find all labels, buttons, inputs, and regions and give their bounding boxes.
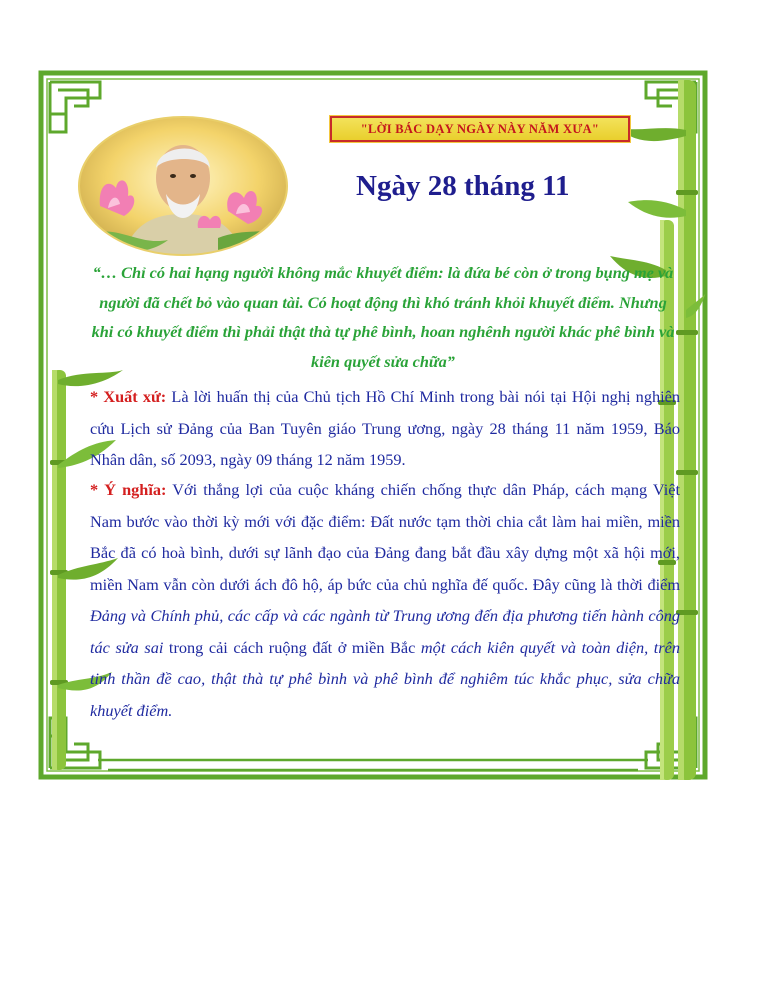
meaning-label: * Ý nghĩa:	[90, 480, 167, 499]
portrait-image	[78, 116, 288, 256]
meaning-text-1: Với thắng lợi của cuộc kháng chiến chống thực dân Pháp, cách mạng Việt Nam bước vào thời kỳ mới với đặc điểm: Đất nước tạm thời chia cắt làm hai miền, miền Bắc đã có hoà bình, dưới sự lãnh đạo của Đảng đang bắt đầu xây dựng một xã hội mới, miền Nam vẫn còn dưới ách đô hộ, áp bức của chủ nghĩa đế quốc. Đây cũng là thời điểm	[90, 480, 680, 594]
meaning-italic-2: một cách kiên quyết và toàn diện, trên tinh thần đề cao, thật thà tự phê bình và phê bình để nghiêm túc khắc phục, sửa chữa khuyết điểm.	[90, 637, 680, 720]
source-label: * Xuất xứ:	[90, 387, 167, 406]
date-title: Ngày 28 tháng 11	[356, 170, 570, 202]
quote-text: “… Chỉ có hai hạng người không mắc khuyết điểm: là đứa bé còn ở trong bụng mẹ và người đã chết bỏ vào quan tài. Có hoạt động thì khó tránh khỏi khuyết điểm. Nhưng khi có khuyết điểm thì phải thật thà tự phê bình, hoan nghênh người khác phê bình và kiên quyết sửa chữa”	[91, 263, 675, 371]
meaning-paragraph	[90, 474, 680, 726]
source-text: Là lời huấn thị của Chủ tịch Hồ Chí Minh trong bài nói tại Hội nghị nghiên cứu Lịch sử Đảng của Ban Tuyên giáo Trung ương, ngày 28 tháng 11 năm 1959, Báo Nhân dân, số 2093, ngày 09 tháng 12 năm 1959.	[90, 387, 680, 469]
bottom-border	[98, 760, 648, 770]
header-banner: "LỜI BÁC DẠY NGÀY NÀY NĂM XƯA"	[330, 116, 630, 142]
lesson-card	[38, 70, 708, 780]
meaning-text-2: trong cải cách ruộng đất ở miền Bắc	[163, 637, 421, 657]
source-paragraph	[90, 381, 680, 476]
meaning-italic-1: Đảng và Chính phủ, các cấp và các ngành từ Trung ương đến địa phương tiến hành công tác sửa sai	[90, 606, 680, 657]
